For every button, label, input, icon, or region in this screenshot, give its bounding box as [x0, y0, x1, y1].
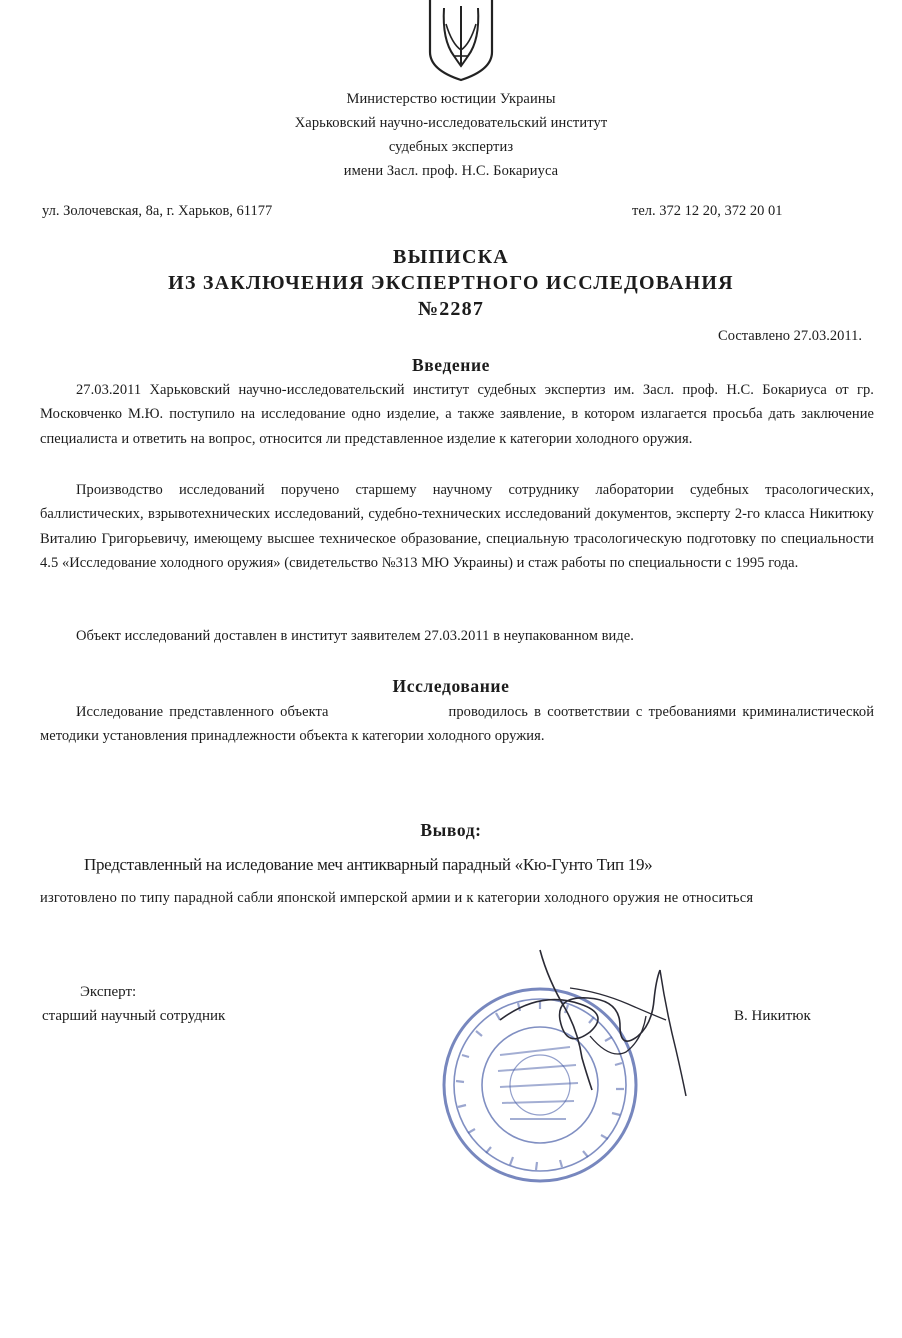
- conclusion-line-1: Представленный на иследование меч антикварный парадный «Кю-Гунто Тип 19»: [84, 855, 653, 874]
- institute-phone: тел. 372 12 20, 372 20 01: [632, 203, 783, 219]
- research-paragraph: [40, 700, 874, 749]
- conclusion-heading: Вывод:: [420, 820, 482, 840]
- introduction-paragraph-3: Объект исследований доставлен в институт заявителем 27.03.2011 в неупакованном виде.: [76, 628, 634, 644]
- expert-label: Эксперт:: [80, 984, 137, 1000]
- institute-name-line1: Харьковский научно-исследовательский институт: [294, 115, 608, 131]
- research-text-start: Исследование представленного объекта: [76, 704, 329, 720]
- document-number: №2287: [417, 298, 485, 320]
- conclusion-text: изготовлено по типу парадной сабли японской имперской армии и к категории холодного оружия не относиться: [40, 890, 754, 906]
- composed-date: Составлено 27.03.2011.: [718, 328, 862, 344]
- institute-name-line2: судебных экспертиз: [388, 139, 514, 155]
- introduction-paragraph-1: 27.03.2011 Харьковский научно-исследовательский институт судебных экспертиз им. Засл. проф. Н.С. Бокариуса от гр. Московченко М.Ю. поступило на исследование одно изделие, а также заявление, в котором излагается просьба дать заключение специалиста и ответить на вопрос, относится ли представленное изделие к категории холодного оружия.: [40, 382, 874, 447]
- institute-address: ул. Золочевская, 8а, г. Харьков, 61177: [42, 203, 273, 219]
- expert-position: старший научный сотрудник: [42, 1008, 226, 1024]
- research-heading: Исследование: [392, 676, 510, 696]
- expert-name: В. Никитюк: [734, 1008, 811, 1024]
- handwritten-signature-icon: [470, 940, 700, 1100]
- document-title: ВЫПИСКА: [393, 246, 509, 268]
- trident-emblem-icon: [424, 0, 498, 82]
- institute-name-line3: имени Засл. проф. Н.С. Бокариуса: [343, 163, 559, 179]
- introduction-paragraph-2: Производство исследований поручено старшему научному сотруднику лаборатории судебных трасологических, баллистических, взрывотехнических исследований, судебно-технических исследований документов, эксперту 2-го класса Никитюку Виталию Григорьевичу, имеющему высшее техническое образование, специальную трасологическую подготовку по специальности 4.5 «Исследование холодного оружия» (свидетельство №313 МЮ Украины) и стаж работы по специальности с 1995 года.: [40, 482, 874, 571]
- introduction-heading: Введение: [411, 355, 490, 375]
- research-text-end: проводилось в соответствии с требованиями криминалистической методики установления принадлежности объекта к категории холодного оружия.: [40, 704, 875, 745]
- document-subtitle: ИЗ ЗАКЛЮЧЕНИЯ ЭКСПЕРТНОГО ИССЛЕДОВАНИЯ: [168, 272, 734, 294]
- ministry-name: Министерство юстиции Украины: [346, 91, 556, 107]
